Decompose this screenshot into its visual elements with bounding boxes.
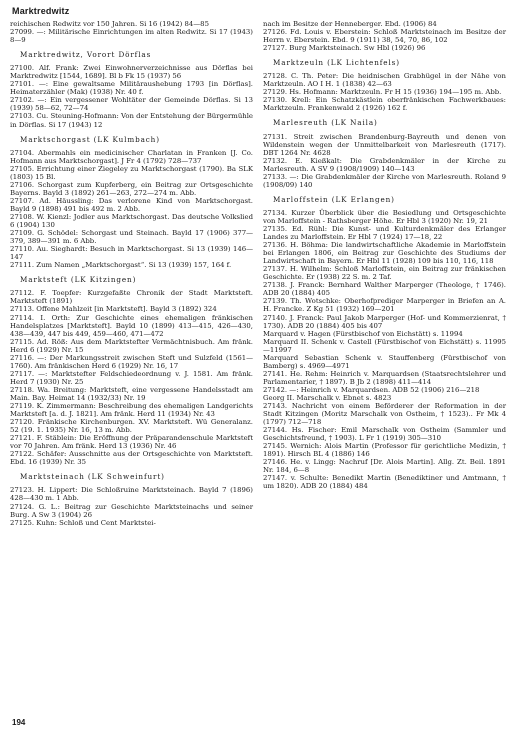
bibliography-entry: 27134. Kurzer Überblick über die Besiedlung und Ortsgeschichte von Marloffstein - Rathsberger Höhe. Er Hbl 3 (1920) Nr. 19, 21	[263, 208, 506, 225]
bibliography-entry: 27110. Au. Sieghardt: Besuch in Marktschorgast. Si 13 (1939) 146—147	[10, 245, 253, 262]
columns	[10, 20, 506, 527]
bibliography-entry: 27103. Cu. Steuning-Hofmann: Von der Entstehung der Bürgermühle in Dörflas. Si 17 (1943) 12	[10, 112, 253, 129]
bibliography-entry: 27114. I. Orth: Zur Geschichte eines ehemaligen fränkischen Handelsplatzes [Marktsteft]. Bayld 10 (1899) 413—415, 426—430, 438—439, 447 bis 449, 459—460, 471—472	[10, 313, 253, 338]
bibliography-entry: 27138. J. Franck: Bernhard Walther Marperger (Theologe, † 1746). ADB 20 (1884) 405	[263, 281, 506, 298]
section-heading: Marlesreuth (LK Naila)	[273, 118, 378, 128]
bibliography-entry: 27125. Kuhn: Schloß und Cent Marktstei-	[10, 518, 156, 527]
bibliography-entry: 27100. Alf. Frank: Zwei Einwohnerverzeichnisse aus Dörflas bei Marktredwitz [1544, 1689]. Bl b Fk 15 (1937) 56	[10, 64, 253, 81]
bibliography-entry: 27145. Wernich: Alois Martin (Professor für gerichtliche Medizin, † 1891). Hirsch BL 4 (1886) 146	[263, 442, 506, 459]
bibliography-entry: 27109. G. Schödel: Schorgast und Steinach. Bayld 17 (1906) 377—379, 389—391 m. 6 Abb.	[10, 229, 253, 246]
bibliography-entry: 27129. Hs. Hofmann: Marktzeuln. Fr H 15 (1936) 194—195 m. Abb.	[263, 88, 502, 97]
bibliography-entry: 27139. Th. Wotschke: Oberhofprediger Marperger in Briefen an A. H. Francke. Z Kg 51 (1932) 169—201	[263, 297, 506, 314]
bibliography-entry: 27130. Krell: Ein Schatzkästlein oberfränkischen Fachwerkbaues: Marktzeuln. Frankenwald 2 (1926) 162 f.	[263, 96, 506, 113]
bibliography-entry: 27147. v. Schulte: Benedikt Martin (Benediktiner und Amtmann, † um 1820). ADB 20 (1884) 484	[263, 474, 506, 491]
section-heading: Marktschorgast (LK Kulmbach)	[20, 134, 160, 144]
section-heading: Marktsteft (LK Kitzingen)	[20, 275, 137, 285]
bibliography-entry: 27123. H. Lippert: Die Schloßruine Marktsteinach. Bayld 7 (1896) 428—430 m. 1 Abb.	[10, 486, 253, 503]
section-heading: Marloffstein (LK Erlangen)	[273, 194, 395, 204]
section-heading: Marktzeuln (LK Lichtenfels)	[273, 58, 400, 68]
bibliography-entry: 27105. Errichtung einer Ziegeley zu Marktschorgast (1790). Ba SLK (1803) 15 Bl.	[10, 164, 253, 181]
bibliography-entry: 27116. —: Der Markungsstreit zwischen Steft und Sulzfeld (1561—1760). Am fränkischen Herd 6 (1929) Nr. 16, 17	[10, 353, 253, 370]
bibliography-entry: 27135. Ed. Rühl: Die Kunst- und Kulturdenkmäler des Erlanger Landes zu Marloffstein. Er Hbl 7 (1924) 17—18, 22	[263, 224, 506, 242]
bibliography-entry: 27119. K. Zimmermann: Beschreibung des ehemaligen Landgerichts Marktsteft [a. d. J. 1821]. Am fränk. Herd 11 (1934) Nr. 43	[10, 402, 253, 419]
bibliography-entry: 27111. Zum Namen „Marktschorgast“. Si 13 (1939) 157, 164 f.	[10, 261, 232, 270]
section-heading: Marktredwitz, Vorort Dörflas	[20, 50, 152, 60]
section-heading: Marktsteinach (LK Schweinfurt)	[20, 472, 165, 482]
bibliography-entry: 27112. F. Toepfer: Kurzgefaßte Chronik der Stadt Marktsteft. Marktsteft (1891)	[10, 289, 253, 306]
entry-continuation: nach im Besitze der Henneberger. Ebd. (1906) 84	[263, 20, 437, 28]
bibliography-entry: 27102. —: Ein vergessener Wohltäter der Gemeinde Dörflas. Si 13 (1939) 58—62, 72—74	[10, 96, 253, 113]
bibliography-entry: 27113. Offene Mahlzeit [in Marktsteft]. Bayld 3 (1892) 324	[10, 305, 217, 314]
bibliography-entry: 27143. Nachricht von einem Beförderer der Reformation in der Stadt Kitzingen (Moritz Marschalk von Ostheim, † 1523).. Fr Mk 4 (1797) 712—718	[263, 402, 506, 427]
bibliography-entry: 27107. Ad. Häussling: Das verlorene Kind von Marktschorgast. Bayld 9 (1898) 491 bis 492 m. 2 Abb.	[10, 196, 253, 213]
left-column	[10, 20, 253, 527]
bibliography-entry: 27128. C. Th. Peter: Die heidnischen Grabhügel in der Nähe von Marktzeuln. AO I H. 1 (1838) 42—63	[263, 72, 506, 89]
cross-reference: Marquard II. Schenk v. Castell (Fürstbischof von Eichstätt) s. 11995—11997	[263, 337, 506, 354]
right-column	[263, 20, 506, 527]
bibliography-entry: 27104. Abermahls ein medicinischer Charlatan in Franken [J. Co. Hofmann aus Marktschorgast]. J Fr 4 (1792) 728—737	[10, 148, 253, 165]
bibliography-entry: 27137. H. Wilhelm: Schloß Marloffstein, ein Beitrag zur fränkischen Geschichte. Er (1938) 22 S. m. 2 Taf.	[263, 265, 506, 282]
bibliography-entry: 27140. J. Franck: Paul Jakob Marperger (Hof- und Kommerzienrat, † 1730). ADB 20 (1884) 405 bis 407	[263, 313, 506, 330]
bibliography-entry: 27122. Schäfer: Ausschnitte aus der Ortsgeschichte von Marktsteft. Ebd. 16 (1939) Nr. 35	[10, 450, 253, 467]
page-number: 194	[12, 718, 26, 727]
bibliography-entry: 27106. Schorgast zum Kupferberg, ein Beitrag zur Ortsgeschichte Bayerns. Bayld 3 (1892) 261—263, 272—274 m. Abb.	[10, 180, 253, 197]
bibliography-entry: 27142. —: Heinrich v. Marquardsen. ADB 52 (1906) 216—218	[263, 385, 480, 394]
cross-reference: Georg II. Marschalk v. Ebnet s. 4823	[263, 393, 392, 402]
bibliography-entry: 27115. Ad. Röß: Aus dem Marktstefter Vermächtnisbuch. Am fränk. Herd 6 (1929) Nr. 15	[10, 337, 253, 354]
cross-reference: Marquard v. Hagen (Fürstbischof von Eichstätt) s. 11994	[263, 329, 463, 338]
bibliography-entry: 27136. H. Böhma: Die landwirtschaftliche Akademie in Marloffstein bei Erlangen 1806, ein Beitrag zur Geschichte des Studiums der Landwirtschaft in Bayern. Er Hbl 11 (1928) 109 bis 110, 116, 118	[263, 241, 506, 266]
running-head: Marktredwitz	[12, 6, 70, 16]
bibliography-entry: 27131. Streit zwischen Brandenburg-Bayreuth und denen von Wildenstein wegen der Unmittelbarkeit von Marlesreuth (1717). DBT 1264 Nr. 4628	[263, 132, 506, 157]
bibliography-entry: 27141. He. Rehm: Heinrich v. Marquardsen (Staatsrechtslehrer und Parlamentarier, † 1897). B Jb 2 (1898) 411—414	[263, 369, 506, 386]
bibliography-entry: 27126. Fd. Louis v. Eberstein: Schloß Marktsteinach im Besitze der Herrn v. Eberstein. Ebd. 9 (1911) 38, 54, 70, 86, 102	[263, 28, 506, 45]
entry-continuation: reichischen Redwitz vor 150 Jahren. Si 16 (1942) 84—85	[10, 20, 209, 28]
bibliography-entry: 27101. —: Eine gewaltsame Militäraushebung 1793 [in Dörflas]. Heimaterzähler (Mak) (1938) Nr. 40 f.	[10, 80, 253, 97]
bibliography-entry: 27118. Wa. Breitung: Marktsteft, eine vergessene Handelsstadt am Main. Bay. Heimat 14 (1932/33) Nr. 19	[10, 385, 253, 402]
bibliography-entry: 27117. —: Marktstefter Feldschiedeordnung v. J. 1581. Am fränk. Herd 7 (1930) Nr. 25	[10, 369, 253, 386]
bibliography-entry: 27132. E. Kießkalt: Die Grabdenkmäler in der Kirche zu Marlesreuth. A SV 9 (1908/1909) 140—143	[263, 156, 506, 173]
bibliography-entry: 27144. Hs. Fischer: Emil Marschalk von Ostheim (Sammler und Geschichtsfreund, † 1903). L Fr 1 (1919) 305—310	[263, 426, 506, 443]
bibliography-entry: 27121. F. Stäblein: Die Eröffnung der Präparandenschule Marktsteft vor 70 Jahren. Am fränk. Herd 13 (1936) Nr. 46	[10, 434, 253, 451]
bibliography-entry: 27133. —: Die Grabdenkmäler der Kirche von Marlesreuth. Roland 9 (1908/09) 140	[263, 172, 506, 189]
bibliography-entry: 27099. —: Militärische Einrichtungen im alten Redwitz. Si 17 (1943) 8—9	[10, 28, 253, 45]
bibliography-entry: 27124. G. L.: Beitrag zur Geschichte Marktsteinachs und seiner Burg. A Sw 3 (1904) 26	[10, 502, 253, 519]
bibliography-entry: 27120. Fränkische Kirchenburgen. XV. Marktsteft. Wü Generalanz. 52 (19. 1. 1935) Nr. 16, 13 m. Abb.	[10, 418, 253, 435]
bibliography-entry: 27146. He. v. Lingg: Nachruf [Dr. Alois Martin]. Allg. Zt. Beil. 1891 Nr. 184, 6—8	[263, 458, 506, 475]
cross-reference: Marquard Sebastian Schenk v. Stauffenberg (Fürstbischof von Bamberg) s. 4969—4971	[263, 353, 506, 370]
bibliography-entry: 27108. W. Kienzl: Jodler aus Marktschorgast. Das deutsche Volkslied 6 (1904) 130	[10, 212, 253, 230]
bibliography-entry: 27127. Burg Marktsteinach. Sw Hbl (1926) 96	[263, 44, 426, 53]
